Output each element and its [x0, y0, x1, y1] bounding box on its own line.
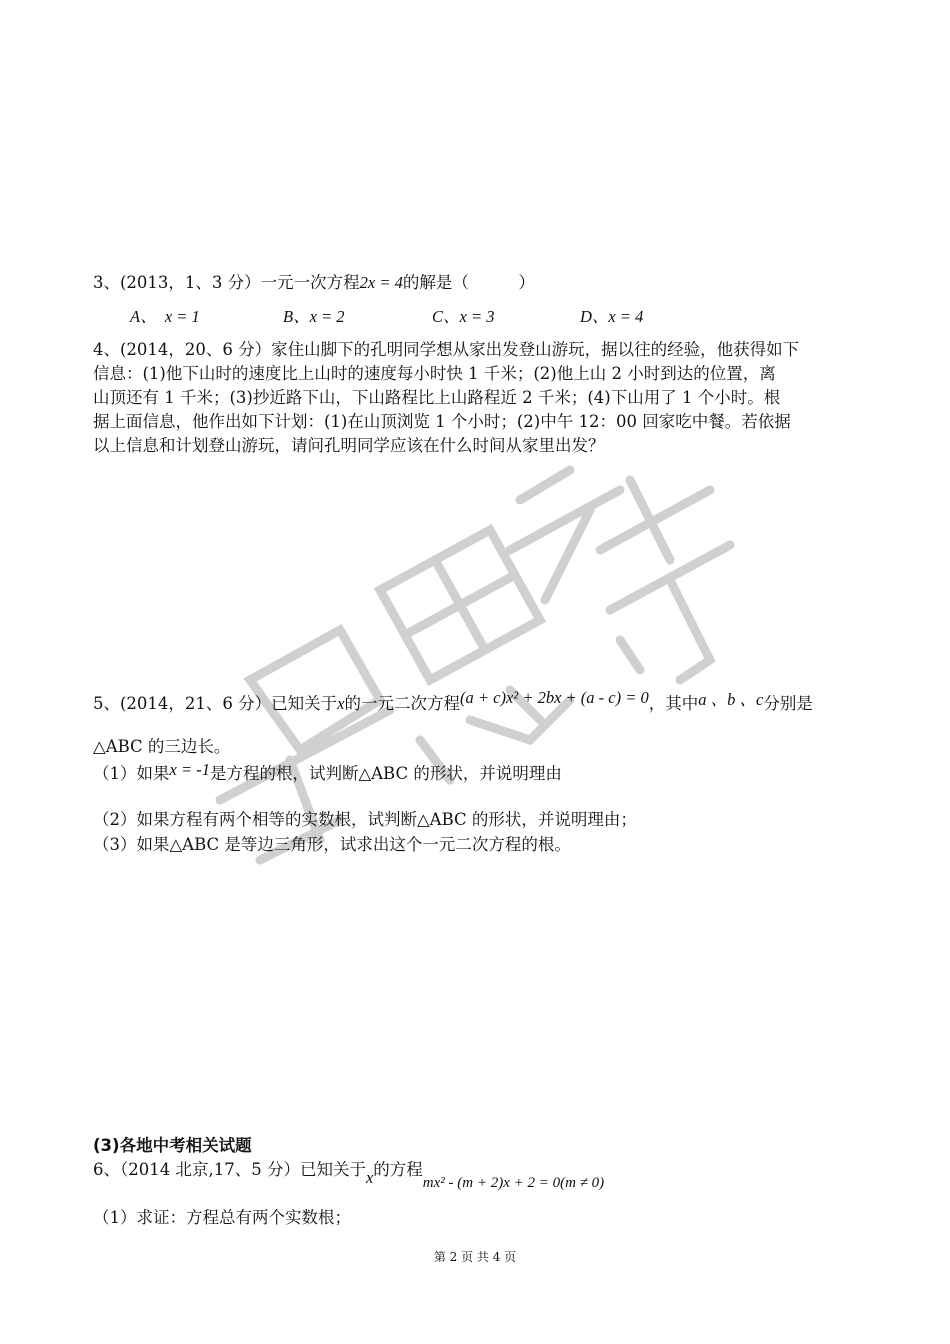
question-5-part-1: [93, 762, 562, 786]
question-4-line-4: 据上面信息，他作出如下计划：(1)在山顶浏览 1 个小时；(2)中午 12：00 回家吃中餐。若依据: [93, 412, 791, 431]
question-5-end: 分别是: [763, 694, 813, 713]
question-3-equation: 2x = 4: [359, 273, 403, 292]
question-5-prefix: 5、(2014，21、6 分）已知关于: [93, 694, 338, 713]
question-4-line-1: 4、(2014，20、6 分）家住山脚下的孔明同学想从家出发登山游玩，据以往的经验，他获得如下: [93, 340, 800, 359]
option-b: B、x = 2: [283, 307, 345, 326]
question-5-equation: (a + c)x² + 2bx + (a - c) = 0: [460, 688, 649, 707]
question-5-part-1-equation: x = -1: [169, 760, 210, 779]
question-3-prefix: 3、(2013，1、3 分）一元一次方程: [93, 273, 360, 292]
question-5-line-2: △ABC 的三边长。: [93, 737, 231, 756]
question-4-line-3: 山顶还有 1 千米；(3)抄近路下山，下山路程比上山路程近 2 千米；(4)下山用了 1 个小时。根: [93, 388, 781, 407]
question-6-stem: [93, 1158, 605, 1191]
question-6-var: x: [365, 1168, 374, 1187]
question-6-equation: mx² - (m + 2)x + 2 = 0(m ≠ 0): [422, 1175, 605, 1191]
question-5-stem: [93, 688, 813, 716]
question-4-line-5: 以上信息和计划登山游玩，请问孔明同学应该在什么时间从家里出发？: [93, 436, 605, 455]
question-5-suffix: ，其中: [648, 694, 699, 713]
question-5-vars: a 、b 、c: [698, 690, 764, 709]
question-6-part-1: （1）求证：方程总有两个实数根；: [93, 1208, 351, 1227]
question-5-var: x: [337, 694, 345, 713]
question-4-line-2: 信息：(1)他下山时的速度比上山时的速度每小时快 1 千米；(2)他上山 2 小时到达的位置，离: [93, 364, 776, 383]
section-heading: (3)各地中考相关试题: [93, 1136, 252, 1155]
question-6-mid: 的方程: [373, 1160, 423, 1179]
question-5-part-1-suffix: 是方程的根，试判断△ABC 的形状，并说明理由: [209, 764, 562, 783]
option-c: C、x = 3: [432, 307, 495, 326]
question-6-prefix: 6、（2014 北京,17、5 分）已知关于: [93, 1160, 366, 1179]
option-a: A、 x = 1: [130, 307, 200, 326]
question-5-part-1-prefix: （1）如果: [93, 764, 170, 783]
question-3: [93, 271, 535, 295]
question-5-part-2: （2）如果方程有两个相等的实数根，试判断△ABC 的形状，并说明理由；: [93, 810, 637, 829]
question-3-suffix: 的解是（ ）: [402, 273, 535, 292]
question-5-mid: 的一元二次方程: [344, 694, 460, 713]
question-5-part-3: （3）如果△ABC 是等边三角形，试求出这个一元二次方程的根。: [93, 835, 571, 854]
page-footer: 第 2 页 共 4 页: [433, 1250, 517, 1264]
option-d: D、x = 4: [580, 307, 644, 326]
